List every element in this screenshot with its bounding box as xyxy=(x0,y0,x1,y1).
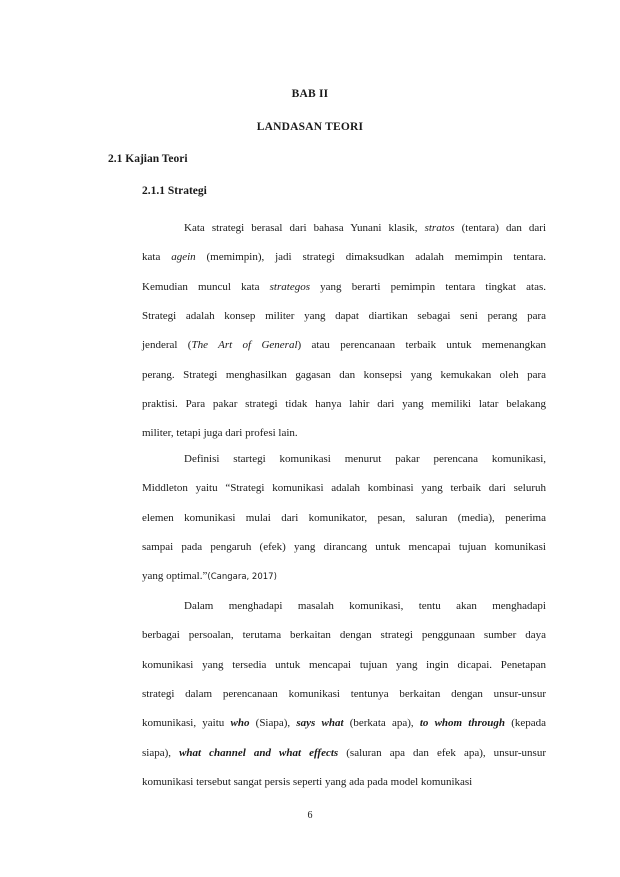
italic-term: agein xyxy=(171,251,196,264)
text-line: Kata strategi berasal dari bahasa Yunani klasik, stratos (tentara) dan dari xyxy=(184,222,547,234)
chapter-title: LANDASAN TEORI xyxy=(256,121,364,133)
italic-term: The Art of General xyxy=(191,339,298,352)
text-line: Dalam menghadapi masalah komunikasi, tentu akan menghadapi xyxy=(184,600,546,612)
text-line: perang. Strategi menghasilkan gagasan dan konsepsi yang kemukakan oleh para xyxy=(142,368,546,381)
paragraph-2 xyxy=(142,453,546,600)
text-line: yang optimal.”(Cangara, 2017) xyxy=(142,570,277,583)
text-line: komunikasi, yaitu who (Siapa), says what (berkata apa), to whom through (kepada xyxy=(142,717,547,730)
text-line: siapa), what channel and what effects (saluran apa dan efek apa), unsur-unsur xyxy=(142,746,547,759)
text-line: kata agein (memimpin), jadi strategi dimaksudkan adalah memimpin tentara. xyxy=(142,251,546,264)
text-line: komunikasi yang tersedia untuk mencapai tujuan yang ingin dicapai. Penetapan xyxy=(142,658,546,671)
chapter-label: BAB II xyxy=(291,88,329,100)
paragraph-3 xyxy=(142,600,546,805)
italic-term: stratos xyxy=(424,222,455,234)
text-line: elemen komunikasi mulai dari komunikator, pesan, saluran (media), penerima xyxy=(142,511,546,524)
text-line: Kemudian muncul kata strategos yang berarti pemimpin tentara tingkat atas. xyxy=(142,280,546,293)
bold-italic-term: who xyxy=(230,717,250,730)
text-line: berbagai persoalan, terutama berkaitan dengan strategi penggunaan sumber daya xyxy=(142,629,546,642)
text-line: jenderal (The Art of General) atau perencanaan terbaik untuk memenangkan xyxy=(142,339,546,352)
bold-italic-term: what channel and what effects xyxy=(179,746,339,759)
paragraph-1 xyxy=(142,222,546,456)
text-line: komunikasi tersebut sangat persis seperti yang ada pada model komunikasi xyxy=(142,775,473,788)
bold-italic-term: to whom through xyxy=(419,717,505,730)
text-line: praktisi. Para pakar strategi tidak hanya lahir dari yang memiliki latar belakang xyxy=(142,397,546,410)
text-line: sampai pada pengaruh (efek) yang dirancang untuk mencapai tujuan komunikasi xyxy=(142,540,546,553)
text-line: Middleton yaitu “Strategi komunikasi adalah kombinasi yang terbaik dari seluruh xyxy=(142,482,546,495)
text-line: Strategi adalah konsep militer yang dapat diartikan sebagai seni perang para xyxy=(142,309,546,322)
text-line: Definisi startegi komunikasi menurut pakar perencana komunikasi, xyxy=(184,453,546,465)
page-number: 6 xyxy=(307,810,313,821)
section-heading: 2.1 Kajian Teori xyxy=(108,153,188,165)
text-line: militer, tetapi juga dari profesi lain. xyxy=(142,427,298,440)
text-line: strategi dalam perencanaan komunikasi tentunya berkaitan dengan unsur-unsur xyxy=(142,687,546,700)
citation: (Cangara, 2017) xyxy=(207,572,277,583)
italic-term: strategos xyxy=(269,280,310,293)
subsection-heading: 2.1.1 Strategi xyxy=(142,185,207,197)
bold-italic-term: says what xyxy=(296,717,344,730)
